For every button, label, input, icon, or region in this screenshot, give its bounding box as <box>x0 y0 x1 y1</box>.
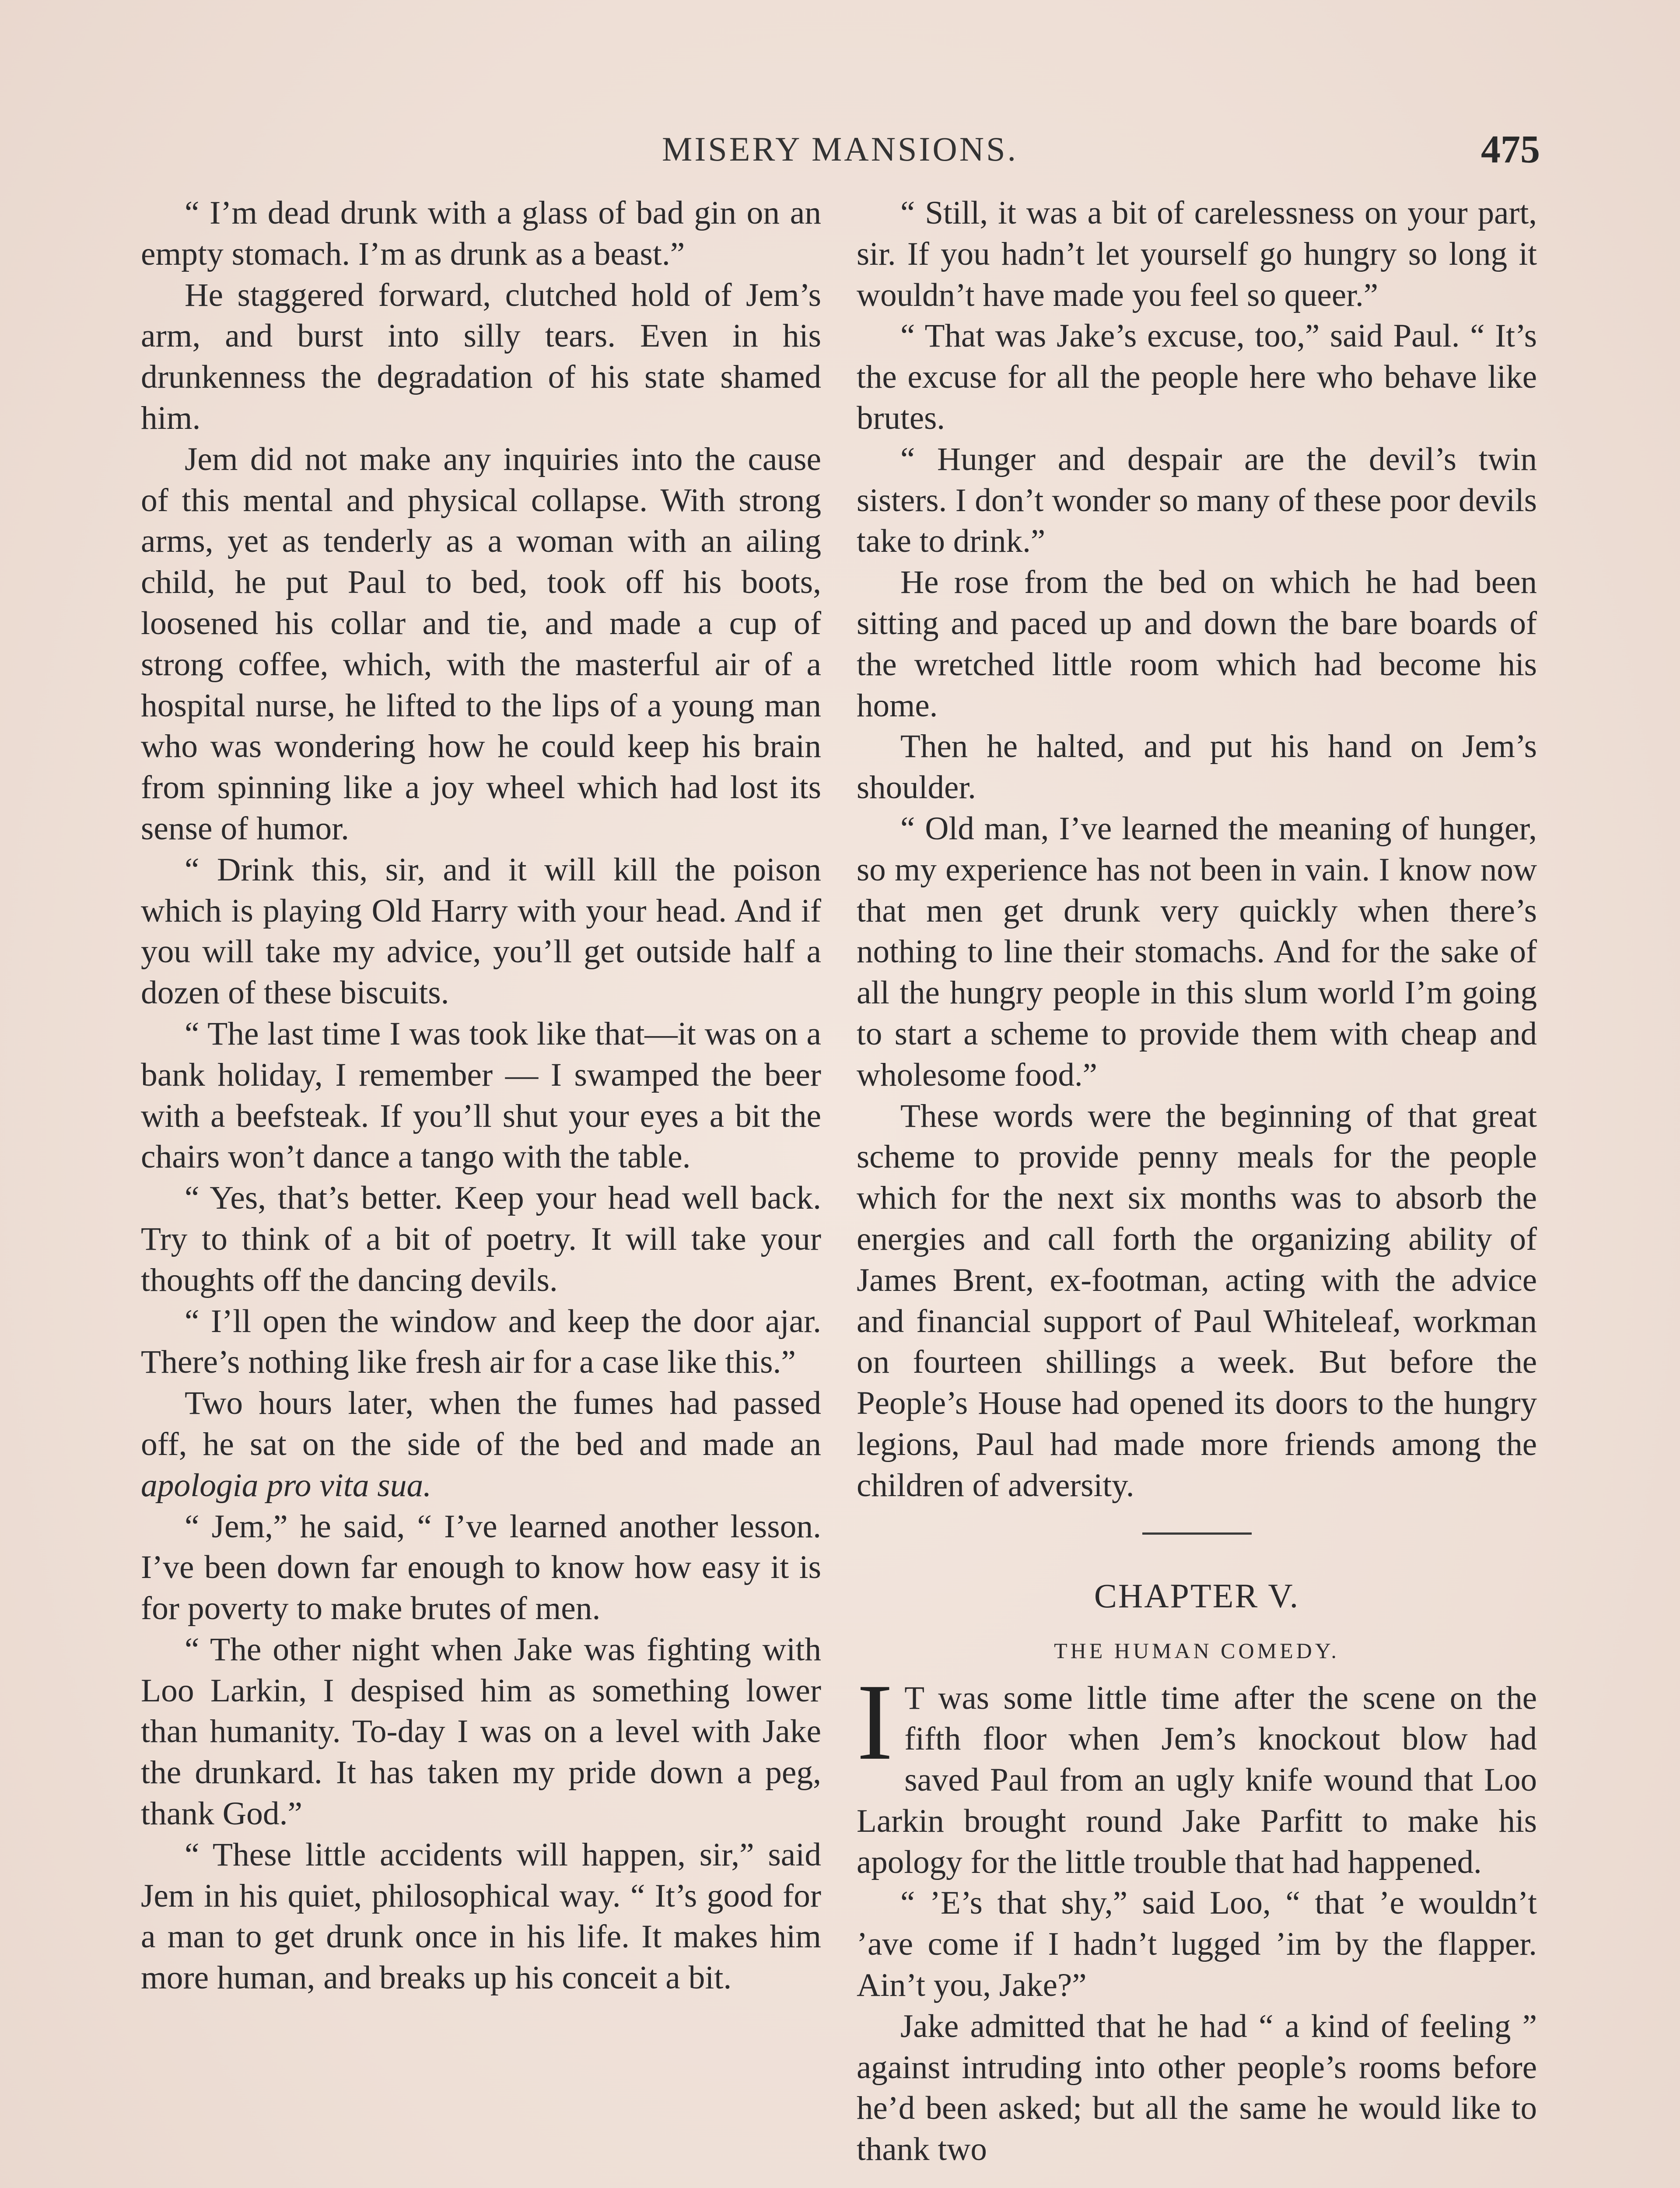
drop-cap: I <box>857 1661 893 1783</box>
paragraph: “ Hunger and despair are the devil’s twin sisters. I don’t wonder so many of these poor devils take to drink.” <box>857 441 1537 560</box>
paragraph-apologia <box>141 1383 821 1506</box>
chapter-subtitle: THE HUMAN COMEDY. <box>1054 1638 1340 1663</box>
paragraph: “ The last time I was took like that—it was on a bank holiday, I remember — I swamped the beer with a beefsteak. If you’ll shut your eyes a bit the chairs won’t dance a tango with the table. <box>141 1015 821 1175</box>
paragraph: He staggered forward, clutched hold of Jem’s arm, and burst into silly tears. Even in his drunkenness the degradation of his state shamed him. <box>141 277 821 436</box>
paragraph: “ The other night when Jake was fighting with Loo Larkin, I despised him as something lower than humanity. To-day I was on a level with Jake the drunkard. It has taken my pride down a peg, thank God.” <box>141 1631 821 1832</box>
paragraph: These words were the beginning of that great scheme to provide penny meals for the people which for the next six months was to absorb the energies and call forth the organizing ability of James Brent, ex-footman, acting with the advice and financial support of Paul Whiteleaf, workman on fourteen shillings a week. But before the People’s House had opened its doors to the hungry legions, Paul had made more friends among the children of adversity. <box>857 1098 1537 1504</box>
paragraph: “ Jem,” he said, “ I’ve learned another lesson. I’ve been down far enough to know how easy it is for poverty to make brutes of men. <box>141 1508 821 1627</box>
paragraph: Jem did not make any inquiries into the cause of this mental and physical collapse. With strong arms, yet as tenderly as a woman with an ailing child, he put Paul to bed, took off his boots, loosened his collar and tie, and made a cup of strong coffee, which, with the masterful air of a hospital nurse, he lifted to the lips of a young man who was wondering how he could keep his brain from spinning like a joy wheel which had lost its sense of humor. <box>141 441 821 847</box>
paragraph: “ Drink this, sir, and it will kill the poison which is playing Old Harry with your head. And if you will take my advice, you’ll get outside half a dozen of these biscuits. <box>141 851 821 1011</box>
paragraph: “ Old man, I’ve learned the meaning of hunger, so my experience has not been in vain. I know now that men get drunk very quickly when there’s nothing to line their stomachs. And for the sake of all the hungry people in this slum world I’m going to start a scheme to provide them with cheap and wholesome food.” <box>857 810 1537 1093</box>
paragraph: “ Still, it was a bit of carelessness on your part, sir. If you hadn’t let yourself go hungry so long it wouldn’t have made you feel so queer.” <box>857 195 1537 313</box>
left-column <box>141 193 821 1999</box>
paragraph: “ Yes, that’s better. Keep your head well back. Try to think of a bit of poetry. It will take your thoughts off the dancing devils. <box>141 1180 821 1298</box>
paragraph: “ These little accidents will happen, sir,” said Jem in his quiet, philosophical way. “ It’s good for a man to get drunk once in his life. It makes him more human, and breaks up his conceit a bit. <box>141 1836 821 1996</box>
paragraph: “ I’ll open the window and keep the door ajar. There’s nothing like fresh air for a case like this.” <box>141 1303 821 1381</box>
paragraph: Jake admitted that he had “ a kind of feeling ” against intruding into other people’s rooms before he’d been asked; but all the same he would like to thank two <box>857 2008 1537 2168</box>
paragraph: “ I’m dead drunk with a glass of bad gin on an empty stomach. I’m as drunk as a beast.” <box>141 195 821 272</box>
right-column <box>857 193 1537 2170</box>
paragraph: “ That was Jake’s excuse, too,” said Paul. “ It’s the excuse for all the people here who behave like brutes. <box>857 318 1537 436</box>
chapter-opening-paragraph <box>857 1661 1537 1883</box>
page-header <box>140 130 1540 182</box>
section-divider <box>1142 1532 1252 1535</box>
paragraph: “ ’E’s that shy,” said Loo, “ that ’e wouldn’t ’ave come if I hadn’t lugged ’im by the flapper. Ain’t you, Jake?” <box>857 1885 1537 2004</box>
paragraph: Then he halted, and put his hand on Jem’s shoulder. <box>857 728 1537 806</box>
paragraph: He rose from the bed on which he had been sitting and paced up and down the bare boards of the wretched little room which had become his home. <box>857 564 1537 724</box>
apologia-text: Two hours later, when the fumes had passed off, he sat on the side of the bed and made an <box>141 1385 821 1462</box>
apologia-italic: apologia pro vita sua. <box>141 1467 432 1504</box>
chapter-opening-text: T was some little time after the scene on the fifth floor when Jem’s knockout blow had saved Paul from an ugly knife wound that Loo Larkin brought round Jake Parfitt to make his apology for the little trouble that had happened. <box>857 1680 1537 1880</box>
chapter-title: CHAPTER V. <box>1094 1576 1300 1615</box>
page-number: 475 <box>1481 128 1540 171</box>
running-title: MISERY MANSIONS. <box>662 130 1018 168</box>
